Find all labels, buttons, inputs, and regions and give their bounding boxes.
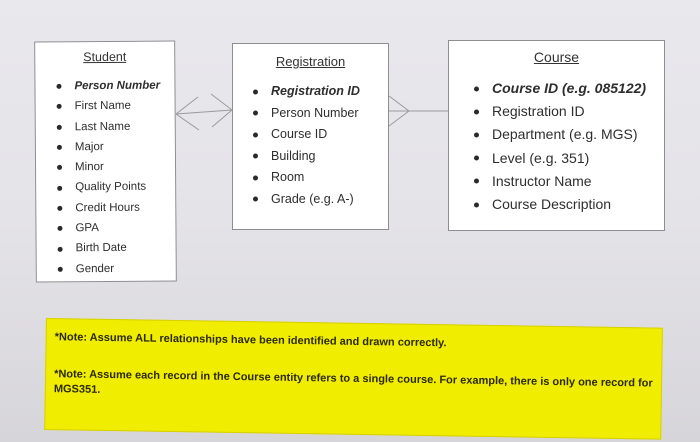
student-attribute: Quality Points <box>75 177 161 198</box>
registration-attribute: Room <box>271 167 360 189</box>
registration-entity-title: Registration <box>275 54 346 69</box>
course-attribute-primary-key: Course ID (e.g. 085122) <box>492 77 646 100</box>
registration-attribute: Person Number <box>271 103 360 125</box>
course-attribute: Registration ID <box>492 100 646 123</box>
registration-course-relationship <box>389 96 448 126</box>
student-attribute: Major <box>75 137 161 158</box>
student-entity <box>34 41 177 283</box>
student-attribute: Gender <box>76 258 162 279</box>
course-attribute: Level (e.g. 351) <box>492 147 646 170</box>
registration-attribute-list <box>271 81 360 210</box>
student-attribute-primary-key: Person Number <box>74 76 160 97</box>
student-attribute: GPA <box>75 218 161 239</box>
course-entity-title: Course <box>533 49 580 65</box>
registration-entity <box>232 43 389 230</box>
course-attribute-list <box>492 77 646 216</box>
notes-box <box>44 318 663 440</box>
student-attribute: First Name <box>75 96 161 117</box>
registration-attribute: Course ID <box>271 124 360 146</box>
note-course-records: *Note: Assume each record in the Course entity refers to a single course. For example, there is only one record for MGS351. <box>53 368 653 396</box>
note-relationships: *Note: Assume ALL relationships have been identified and drawn correctly. <box>54 331 447 350</box>
student-attribute: Credit Hours <box>75 197 161 218</box>
course-attribute: Course Description <box>492 193 646 216</box>
registration-attribute: Building <box>271 146 360 168</box>
course-entity <box>448 40 665 231</box>
student-attribute: Birth Date <box>76 238 162 259</box>
registration-attribute: Grade (e.g. A-) <box>271 189 360 211</box>
registration-attribute-primary-key: Registration ID <box>271 81 360 103</box>
student-registration-relationship <box>176 94 232 130</box>
student-attribute: Minor <box>75 157 161 178</box>
student-attribute: Last Name <box>75 116 161 137</box>
course-attribute: Instructor Name <box>492 170 646 193</box>
student-entity-title: Student <box>83 49 127 65</box>
course-attribute: Department (e.g. MGS) <box>492 123 646 146</box>
student-attribute-list <box>74 76 161 280</box>
